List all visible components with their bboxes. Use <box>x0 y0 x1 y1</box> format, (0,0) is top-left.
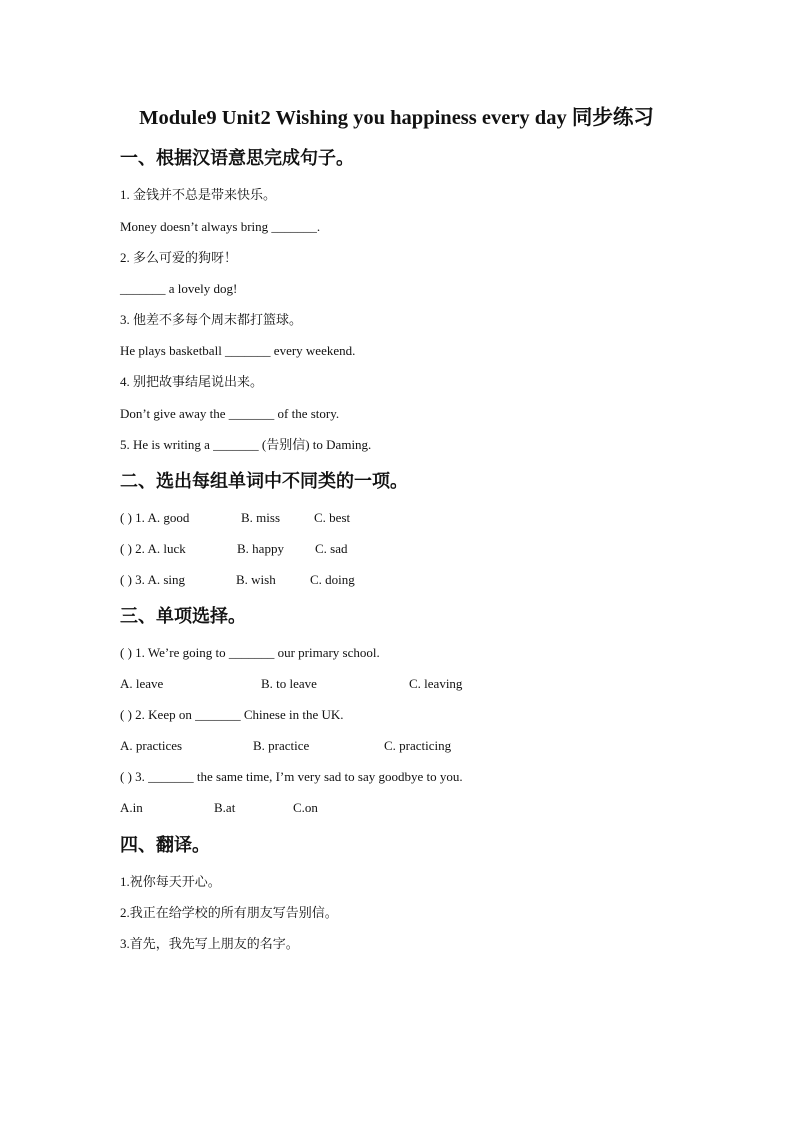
translation-item-1: 1.祝你每天开心。 <box>120 874 221 889</box>
question-4-english: Don’t give away the _______ of the story. <box>120 406 340 421</box>
question-3-english: He plays basketball _______ every weekend. <box>120 343 356 358</box>
group-1-option-b: B. miss <box>241 510 281 525</box>
question-5: 5. He is writing a _______ (告别信) to Daming. <box>120 437 372 452</box>
group-1-option-c: C. best <box>314 510 351 525</box>
question-2-chinese: 2. 多么可爱的狗呀！ <box>120 250 238 265</box>
translation-item-3: 3.首先，我先写上朋友的名字。 <box>120 936 299 951</box>
section-heading-3: 三、单项选择。 <box>120 606 246 626</box>
group-3-option-c: C. doing <box>310 572 355 587</box>
question-1-english: Money doesn’t always bring _______. <box>120 219 321 234</box>
group-2-option-a: ( ) 2. A. luck <box>120 541 186 556</box>
section-heading-4: 四、翻译。 <box>120 835 210 855</box>
group-3-option-b: B. wish <box>236 572 276 587</box>
question-3-chinese: 3. 他差不多每个周末都打篮球。 <box>120 312 303 327</box>
mc-question-1-option-a: A. leave <box>120 676 164 691</box>
group-2-option-b: B. happy <box>237 541 284 556</box>
page-title: Module9 Unit2 Wishing you happiness every day 同步练习 <box>139 107 654 129</box>
question-1-chinese: 1. 金钱并不总是带来快乐。 <box>120 187 277 202</box>
mc-question-2-option-a: A. practices <box>120 738 183 753</box>
question-2-english: _______ a lovely dog! <box>120 281 238 296</box>
group-1-option-a: ( ) 1. A. good <box>120 510 190 525</box>
mc-question-2-option-c: C. practicing <box>384 738 452 753</box>
mc-question-3-option-c: C.on <box>293 800 318 815</box>
mc-question-1-option-b: B. to leave <box>261 676 317 691</box>
mc-question-1: ( ) 1. We’re going to _______ our primary school. <box>120 645 380 660</box>
mc-question-3-option-a: A.in <box>120 800 143 815</box>
question-4-chinese: 4. 别把故事结尾说出来。 <box>120 374 264 389</box>
section-heading-2: 二、选出每组单词中不同类的一项。 <box>120 471 408 491</box>
group-3-option-a: ( ) 3. A. sing <box>120 572 185 587</box>
mc-question-1-option-c: C. leaving <box>409 676 463 691</box>
mc-question-2-option-b: B. practice <box>253 738 310 753</box>
mc-question-3-option-b: B.at <box>214 800 236 815</box>
group-2-option-c: C. sad <box>315 541 348 556</box>
mc-question-2: ( ) 2. Keep on _______ Chinese in the UK. <box>120 707 344 722</box>
translation-item-2: 2.我正在给学校的所有朋友写告别信。 <box>120 905 338 920</box>
section-heading-1: 一、根据汉语意思完成句子。 <box>120 148 354 168</box>
mc-question-3: ( ) 3. _______ the same time, I’m very sad to say goodbye to you. <box>120 769 463 784</box>
